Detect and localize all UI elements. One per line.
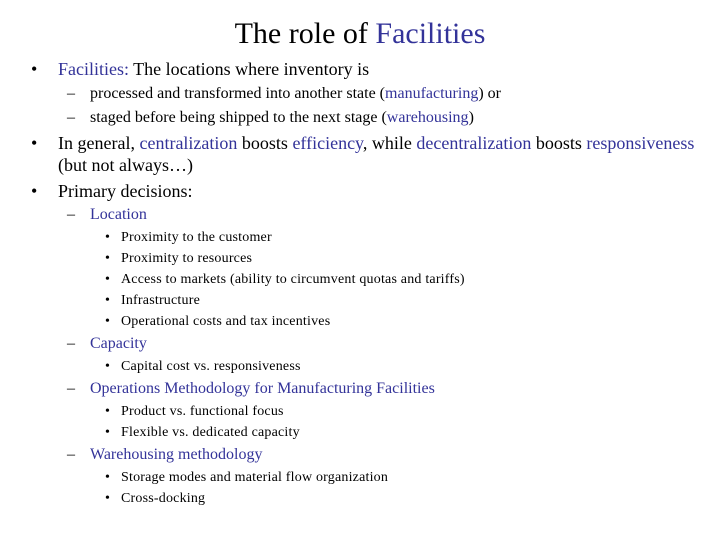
list-item [105,490,205,508]
operations-label: Operations Methodology for Manufacturing Facilities [90,380,435,397]
warehousing-label: Warehousing methodology [90,446,263,463]
list-item [105,271,465,289]
bullet-icon: • [105,230,111,245]
location-label: Location [90,206,147,223]
list-item [105,469,388,487]
slide-title [0,16,720,52]
list-item-text: Proximity to the customer [121,230,272,245]
text: , while [362,133,417,153]
bullet-icon: • [105,470,111,485]
capacity-label: Capacity [90,335,147,352]
bullet-icon: • [105,359,111,374]
dash-icon: – [67,109,75,126]
bullet-icon: • [105,491,111,506]
centralization-term: centralization [139,133,238,153]
list-item [105,229,272,247]
list-item-text: Capital cost vs. responsiveness [121,359,301,374]
list-item-text: Infrastructure [121,293,200,308]
sub-text: staged before being shipped to the next stage ( [90,109,387,126]
sub-processed [67,84,501,104]
bullet-icon: • [105,272,111,287]
efficiency-term: efficiency [292,133,363,153]
bullet-icon: • [105,251,111,266]
text: In general, [58,133,140,153]
bullet-icon: • [31,133,38,153]
list-item-text: Proximity to resources [121,251,253,266]
bullet-icon: • [105,404,111,419]
bullet-icon: • [31,181,38,201]
dash-icon: – [67,85,75,102]
dash-icon: – [67,446,75,463]
manufacturing-term: manufacturing [385,85,479,102]
warehousing-term: warehousing [386,109,469,126]
bullet-icon: • [105,293,111,308]
bullet-icon: • [105,425,111,440]
list-item [105,358,301,376]
responsiveness-term: responsiveness [586,133,695,153]
sub-staged [67,108,474,128]
list-item [105,403,284,421]
bullet-icon: • [31,59,38,79]
sub-text: processed and transformed into another state ( [90,85,386,102]
title-text: The role of [234,17,376,50]
text: (but not always…) [58,155,193,175]
decentralization-term: decentralization [416,133,532,153]
bullet-primary-decisions [31,180,698,202]
dash-icon: – [67,206,75,223]
sub-text: ) or [478,85,501,102]
section-location [67,205,147,225]
text: boosts [531,133,587,153]
dash-icon: – [67,335,75,352]
section-warehousing [67,445,262,465]
section-capacity [67,334,147,354]
list-item-text: Operational costs and tax incentives [121,314,331,329]
facilities-definition: The locations where inventory is [129,59,370,79]
list-item [105,292,200,310]
list-item-text: Cross-docking [121,491,206,506]
sub-text: ) [468,109,474,126]
list-item [105,250,252,268]
bullet-icon: • [105,314,111,329]
list-item-text: Flexible vs. dedicated capacity [121,425,300,440]
facilities-term: Facilities: [58,59,129,79]
bullet-facilities [31,58,698,80]
list-item [105,424,300,442]
list-item [105,313,330,331]
primary-decisions-text: Primary decisions: [58,181,193,201]
list-item-text: Access to markets (ability to circumvent quotas and tariffs) [121,272,465,287]
title-highlight: Facilities [375,17,486,50]
list-item-text: Product vs. functional focus [121,404,284,419]
dash-icon: – [67,380,75,397]
section-operations [67,379,435,399]
bullet-general [31,132,698,176]
text: boosts [237,133,293,153]
list-item-text: Storage modes and material flow organization [121,470,389,485]
